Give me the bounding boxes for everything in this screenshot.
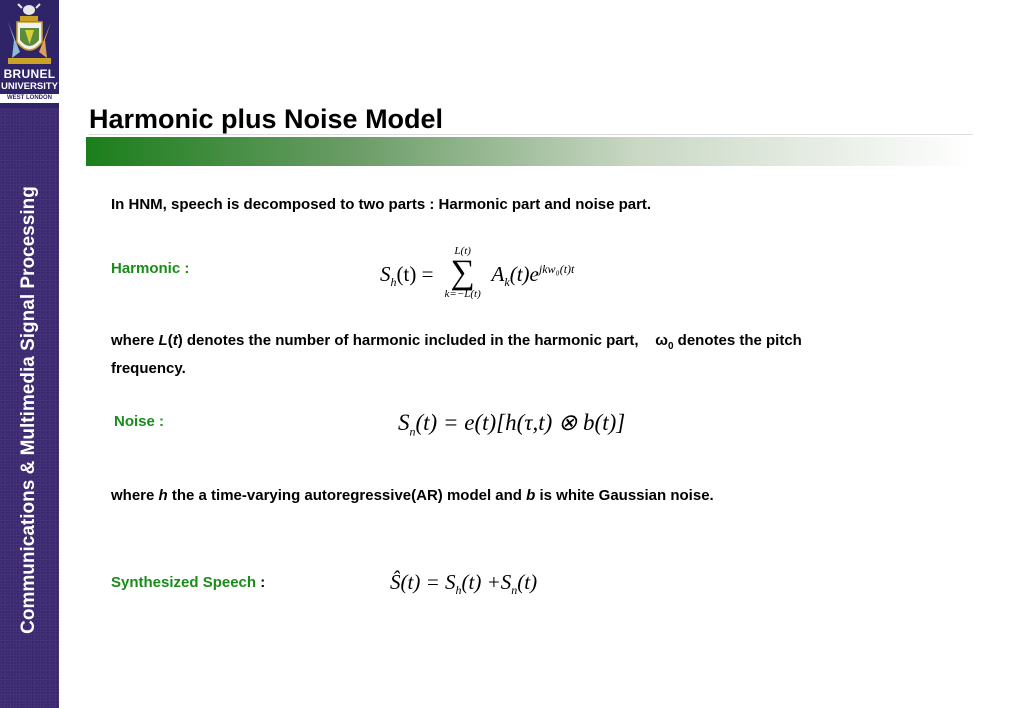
harm-desc-t: t bbox=[172, 332, 178, 349]
eq-h-sigma: ∑ bbox=[450, 254, 475, 291]
crest-icon bbox=[0, 0, 59, 66]
synth-label: Synthesized Speech bbox=[111, 574, 257, 591]
eq-n-rest: (t) = e(t)[h(τ,t) ⊗ b(t)] bbox=[415, 410, 626, 435]
university-logo bbox=[0, 0, 59, 108]
harm-desc-p4: frequency. bbox=[111, 360, 186, 377]
logo-location: WEST LONDON bbox=[0, 94, 59, 103]
eq-n-s-sub: n bbox=[409, 424, 416, 439]
eq-s-rest1: (t) = S bbox=[400, 570, 456, 594]
eq-h-lhs: (t) = bbox=[396, 261, 439, 286]
eq-h-sum-upper: L(t) bbox=[454, 245, 471, 257]
synth-label-wrap bbox=[111, 574, 265, 591]
eq-h-a: A bbox=[491, 261, 505, 286]
eq-h-s-sub: h bbox=[390, 275, 397, 289]
harmonic-label: Harmonic : bbox=[111, 260, 190, 277]
noise-desc-h: h bbox=[158, 487, 168, 504]
eq-h-exp: jkw₀(t)t bbox=[538, 261, 575, 276]
eq-s-rest2: (t) +S bbox=[461, 570, 512, 594]
harm-desc-omega-sub: 0 bbox=[667, 341, 674, 352]
harmonic-equation bbox=[380, 245, 575, 304]
logo-subtitle: UNIVERSITY bbox=[0, 81, 58, 92]
noise-desc-p3: is white Gaussian noise. bbox=[535, 487, 714, 504]
sidebar-vertical-title: Communications & Multimedia Signal Processing bbox=[18, 186, 39, 634]
noise-equation bbox=[398, 410, 625, 440]
harm-desc-open: ( bbox=[167, 332, 173, 349]
noise-desc-p1: where bbox=[111, 487, 159, 504]
eq-h-a-rest: (t)e bbox=[509, 261, 539, 286]
harm-desc-p2: denotes the number of harmonic included in the harmonic part, bbox=[182, 332, 639, 349]
eq-s-sub1: h bbox=[455, 583, 462, 598]
harm-desc-close: ) bbox=[177, 332, 183, 349]
title-gradient-band bbox=[86, 137, 973, 166]
eq-h-sum bbox=[439, 245, 487, 301]
noise-description bbox=[111, 487, 714, 504]
harm-desc-L: L bbox=[158, 332, 168, 349]
synth-equation bbox=[390, 570, 537, 598]
sidebar bbox=[0, 0, 59, 708]
eq-s-rest3: (t) bbox=[517, 570, 538, 594]
harm-desc-omega: ω bbox=[655, 332, 668, 349]
harm-desc-p1: where bbox=[111, 332, 159, 349]
eq-s-hat: Ŝ bbox=[390, 570, 401, 594]
noise-desc-b: b bbox=[526, 487, 536, 504]
logo-name: BRUNEL bbox=[3, 67, 56, 81]
eq-h-a-sub: k bbox=[504, 275, 510, 289]
noise-desc-p2: the a time-varying autoregressive(AR) model and bbox=[167, 487, 527, 504]
noise-label: Noise : bbox=[114, 413, 165, 430]
synth-colon: : bbox=[256, 574, 266, 591]
title-divider bbox=[89, 134, 973, 135]
eq-h-sum-lower: k=−L(t) bbox=[444, 288, 481, 300]
eq-h-s: S bbox=[380, 261, 391, 286]
harm-desc-p3: denotes the pitch bbox=[673, 332, 802, 349]
harmonic-description bbox=[111, 330, 971, 380]
eq-s-sub2: n bbox=[511, 583, 518, 598]
slide-title: Harmonic plus Noise Model bbox=[89, 104, 444, 134]
intro-text: In HNM, speech is decomposed to two parts : Harmonic part and noise part. bbox=[111, 196, 652, 213]
eq-n-s: S bbox=[398, 410, 410, 435]
